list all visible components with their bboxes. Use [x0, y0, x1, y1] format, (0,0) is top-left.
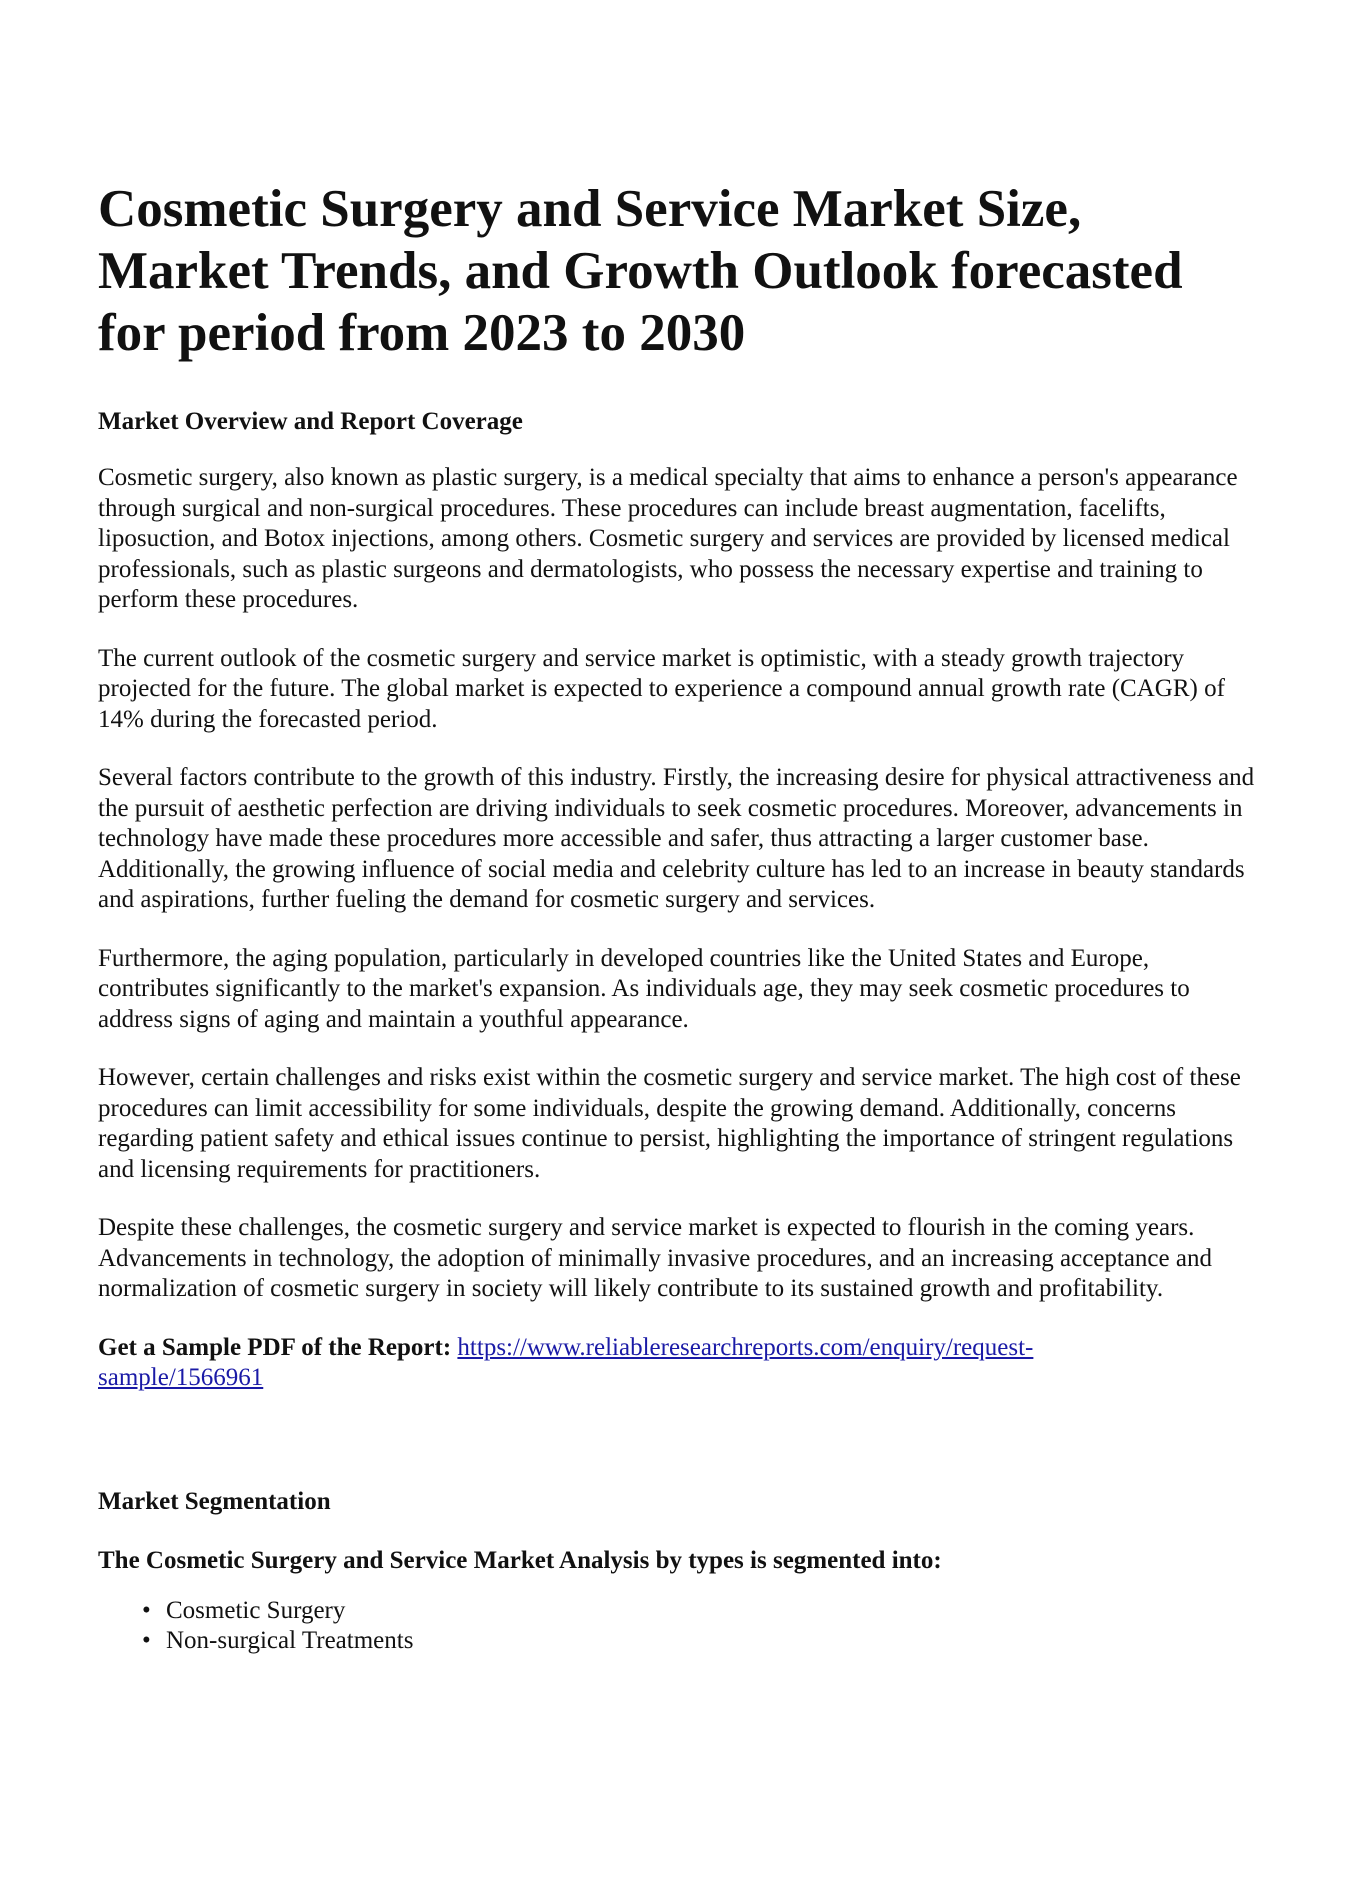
list-item: [142, 1626, 1258, 1657]
overview-heading: Market Overview and Report Coverage: [98, 408, 523, 435]
sample-pdf-link-line2: sample/1566961: [98, 1364, 264, 1391]
types-list: [98, 1596, 1258, 1657]
paragraph-intro: Cosmetic surgery, also known as plastic surgery, is a medical specialty that aims to enhance a person's appearance through surgical and non-surgical procedures. These procedures can include breast augmentation, facelifts, liposuction, and Botox injections, among others. Cosmetic surgery and services are provided by licensed medical professionals, such as plastic surgeons and dermatologists, who possess the necessary expertise and training to perform these procedures.: [98, 464, 1238, 613]
sample-pdf-link-line1: https://www.reliableresearchreports.com/enquiry/request-: [457, 1333, 1034, 1361]
types-heading: The Cosmetic Surgery and Service Market Analysis by types is segmented into:: [98, 1546, 942, 1574]
paragraph-aging: Furthermore, the aging population, particularly in developed countries like the United States and Europe, contributes significantly to the market's expansion. As individuals age, they may seek cosmetic procedures to address signs of aging and maintain a youthful appearance.: [98, 944, 1190, 1033]
page-title: Cosmetic Surgery and Service Market Size, Market Trends, and Growth Outlook forecasted for period from 2023 to 2030: [98, 180, 1183, 362]
paragraph-conclusion: Despite these challenges, the cosmetic surgery and service market is expected to flourish in the coming years. Advancements in technology, the adoption of minimally invasive procedures, and an increasing acceptance and normalization of cosmetic surgery in society will likely contribute to its sustained growth and profitability.: [98, 1214, 1212, 1302]
bullet-icon: •: [142, 1596, 151, 1624]
sample-pdf-label: Get a Sample PDF of the Report:: [98, 1333, 452, 1361]
paragraph-outlook: The current outlook of the cosmetic surgery and service market is optimistic, with a steady growth trajectory projected for the future. The global market is expected to experience a compound annual growth rate (CAGR) of 14% during the forecasted period.: [98, 644, 1225, 733]
list-item-label: Non-surgical Treatments: [166, 1627, 414, 1654]
segmentation-heading: Market Segmentation: [98, 1487, 331, 1515]
sample-pdf-line: [98, 1333, 1258, 1394]
document-page: [98, 178, 1258, 1657]
paragraph-factors: Several factors contribute to the growth of this industry. Firstly, the increasing desire for physical attractiveness and the pursuit of aesthetic perfection are driving individuals to seek cosmetic procedures. Moreover, advancements in technology have made these procedures more accessible and safer, thus attracting a larger customer base. Additionally, the growing influence of social media and celebrity culture has led to an increase in beauty standards and aspirations, further fueling the demand for cosmetic surgery and services.: [98, 764, 1255, 913]
list-item: [142, 1596, 1258, 1627]
bullet-icon: •: [142, 1627, 151, 1654]
paragraph-challenges: However, certain challenges and risks exist within the cosmetic surgery and service market. The high cost of these procedures can limit accessibility for some individuals, despite the growing demand. Additionally, concerns regarding patient safety and ethical issues continue to persist, highlighting the importance of stringent regulations and licensing requirements for practitioners.: [98, 1064, 1241, 1183]
list-item-label: Cosmetic Surgery: [166, 1596, 346, 1624]
